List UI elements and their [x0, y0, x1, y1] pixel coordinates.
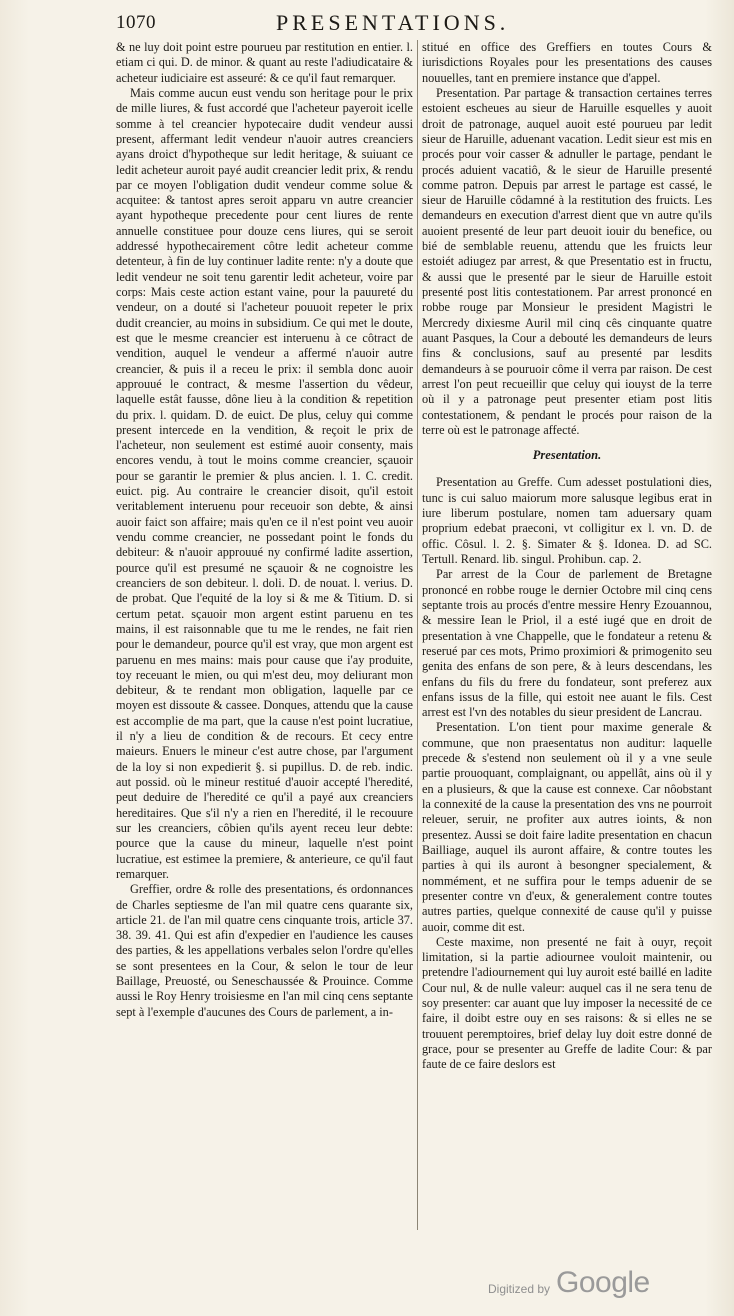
right-column [422, 40, 712, 1232]
google-logo: Google [556, 1266, 650, 1299]
paragraph: Greffier, ordre & rolle des presentations, és ordonnances de Charles septiesme de l'an mil quatre cens quarante six, article 21. de l'an mil quatre cens cinquante trois, article 37. 38. 39. 41. Qui est afin d'expedier en l'audience les causes des parties, & les appellations verbales selon l'ordre qu'elles se sont presentees en la Cour, & selon le tour de leur Baillage, Preuosté, ou Seneschaussée & Prouince. Comme aussi le Roy Henry troisiesme en l'an mil cinq cens septante sept à l'exemple d'aucunes des Cours de parlement, a in- [116, 882, 413, 1019]
column-divider [417, 40, 418, 1230]
left-column [116, 40, 413, 1238]
paragraph: Ceste maxime, non presenté ne fait à ouyr, reçoit limitation, si la partie adiournee vouloit maintenir, ou pretendre l'adiournement qui luy auroit esté baillé en ladite Cour nul, & de nulle valeur: auquel cas il ne sera tenu de soy presenter: car auant que luy imposer la necessité de ce faire, il doibt estre ouy en ses raisons: & si elles ne se trouuent peremptoires, brief delay luy doit estre donné de grace, pour se presenter au Greffe de ladite Cour: & par faute de ce faire deslors est [422, 934, 712, 1072]
section-heading: Presentation. [532, 448, 602, 463]
digitized-watermark [488, 1266, 728, 1306]
paragraph: Mais comme aucun eust vendu son heritage pour le prix de mille liures, & fust accordé que l'acheteur payeroit icelle somme à tel creancier hypotecaire dudit vendeur aussi present, affermant ledit vendeur n'auoir autres creanciers ayans droict d'hypotheque sur ledit heritage, & suiuant ce ledit acheteur auroit payé audit creancier ledit prix, & rendu par ce moyen l'obligation dudit vendeur comme solue & acquitee: & tantost apres seroit apparu vn autre creancier ayant hypotheque precedente pour cent liures de rente annuelle constituee pour douze cens liures, qui se seroit addressé hypothecairement côtre ledit acheteur comme detenteur, à fin de luy continuer ladite rente: n'y a doute que ledit vendeur ne soit tenu garentir ledit acheteur, voire par corps: Mais ceste action estant vaine, pour la pauureté du vendeur, on a douté si l'acheteur pouuoit repeter le prix dudit creancier, au moins in subsidium. Ce qui met le doute, est que le mesme creancier est interuenu à ce côtract de vendition, auquel le vendeur a affermé n'auoir autre creancier, & puis il a receu le prix: il sembla donc auoir approuué le contract, & mesme l'assertion du vêdeur, laquelle estât fausse, dône lieu à la condition & repetition du prix. l. quidam. D. de euict. De plus, celuy qui comme present intercede en la vendition, & reçoit le prix de l'acheteur, non seulement est estimé auoir consenty, mais encores vendu, à tout le moins comme creancier, sçauoir pour se garantir le premier & plus ancien. l. 1. C. credit. euict. pig. Au contraire le creancier disoit, qu'il estoit veritablement interuenu pour receuoir son debte, & ainsi auoir faict son affaire; mais qu'en ce il n'est point veu auoir vendu comme creancier, ne possedant point le fonds du debiteur: & n'auoir approuué ny confirmé ladite assertion, pource qu'il est presumé ne sçauoir & ne cognoistre les creanciers de son debiteur. l. doli. D. de nouat. l. verius. D. de probat. Que l'equité de la loy si & me & Titium. D. si certum petat. sçauoir mon argent estint paruenu en tes mains, il est raisonnable que tu me le rendes, ne fait rien pour le demandeur, pource qu'il est vray, que mon argent est paruenu en mes mains: mais pour cause que i'ay produite, toy receuant le mien, ou qui m'est deu, moy deliurant mon debiteur, & te rendant mon obligation, laquelle par ce moyen est dissoute & cassee. Donques, attendu que la cause est accomplie de ma part, que la cause n'est point lucratiue, il n'y a lieu de condition & de recours. Et cecy entre maieurs. Enuers le mineur c'est autre chose, par l'argument de la loy si non expedierit §. si pupillus. D. de reb. indic. aut possid. où le mineur restitué d'auoir accepté l'heredité, peut deduire de l'heredité ce qu'il a payé aux creanciers hereditaires. Que s'il n'y a rien en l'heredité, il le recouure sur les creanciers, côbien qu'ils ayent receu leur debte: pource que la cause du mineur, laquelle n'est point lucratiue, est estimee la premiere, & anterieure, ce qu'il faut remarquer. [116, 85, 413, 881]
running-title: PRESENTATIONS. [276, 10, 510, 35]
paragraph: Presentation. Par partage & transaction certaines terres estoient escheues au sieur de Haruille esquelles y auoit droit de patronage, auquel auoit esté pourueu par ledit sieur de Haruille, aduenant vacation. Ledit sieur est mis en procés pour voir casser & adnuller le partage, pendant le procés aduient vacatiô, & le sieur de Haruille presenté comme patron. Depuis par arrest le partage est cassé, le sieur de Haruille côdamné à la restitution des fruicts. Les demandeurs en execution d'arrest dient que vn autre qu'ils auoient presenté de leur part deuoit iouir du benefice, ou bié de semblable reuenu, attendu que les fruicts leur estoiét adiugez par arrest, & que Presentatio est in fructu, & aussi que le presenté par le sieur de Haruille estoit presenté post litis contestationem. Par arrest prononcé en robbe rouge par Monsieur le president Magistri le Mercredy dixiesme Auril mil cinq cês cinquante quatre auant Pasques, la Cour a debouté les demandeurs de leurs fins & conclusions, sauf au presenté par lesdits demandeurs à se pouruoir côme il verra par raison. De cest arrest l'on peut recueillir que celuy qui iouyst de la terre où il y a patronage peut presenter etiam post litis contestationem, & pendant le procés pour raison de la terre où est le patronage affecté. [422, 85, 712, 437]
page-header [116, 10, 706, 36]
paragraph: Presentation au Greffe. Cum adesset postulationi dies, tunc is cui saluo maiorum more salusque legibus erat in iure liberum postulare, nomen tam aduersary quam proprium edebat praeconi, vt colligitur ex l. vn. D. de offic. Côsul. l. 2. §. Simater & §. Idonea. D. ad SC. Tertull. Renard. lib. singul. Prohibun. cap. 2. [422, 475, 712, 566]
digitized-by-text: Digitized by [488, 1282, 551, 1296]
paragraph: Presentation. L'on tient pour maxime generale & commune, que non praesentatus non auditur: laquelle precede & s'estend non seulement où il y a vne seule partie prouoquant, complaignant, ou appellât, ains où il y en a plusieurs, & que la cause est connexe. Car nôobstant la connexité de la cause la presentation des vns ne pourroit releuer, seruir, ne profiter aux autres ioints, & non presentez. Aussi se doit faire ladite presentation en chacun Bailliage, auquel ils auront affaire, & contre toutes les parties à qui ils auront à besongner specialement, & nommément, et ne suffira pour le temps aduenir de se presenter contre vn d'eux, & generalement contre toutes autres parties, quelque connexité de cause qu'il y puisse auoir, comme dit est. [422, 720, 712, 934]
paragraph: Par arrest de la Cour de parlement de Bretagne prononcé en robbe rouge le dernier Octobre mil cinq cens septante trois au procés d'entre messire Henry Ezouannou, & messire Iean le Priol, il a esté iugé que en droit de presentation à vne Chappelle, que le fondateur a retenu & reserué par ces mots, Primo proximiori & primogenito seu genita des enfans de son pere, & à leurs descendans, les enfans du fils du frere du fondateur, sont preferez aux enfans issus de la fille, qui estoit nee auant le fils. Cest arrest est l'vn des notables du sieur president de Lancrau. [422, 567, 712, 720]
page-number: 1070 [116, 12, 156, 33]
paragraph: stitué en office des Greffiers en toutes Cours & iurisdictions Royales pour les presentations des causes nouuelles, tant en premiere instance que d'appel. [422, 40, 712, 85]
paragraph: & ne luy doit point estre pourueu par restitution en entier. l. etiam ci qui. D. de minor. & quant au reste l'adiudicataire & acheteur iudiciaire est asseuré: & ce qu'il faut remarquer. [116, 40, 413, 85]
